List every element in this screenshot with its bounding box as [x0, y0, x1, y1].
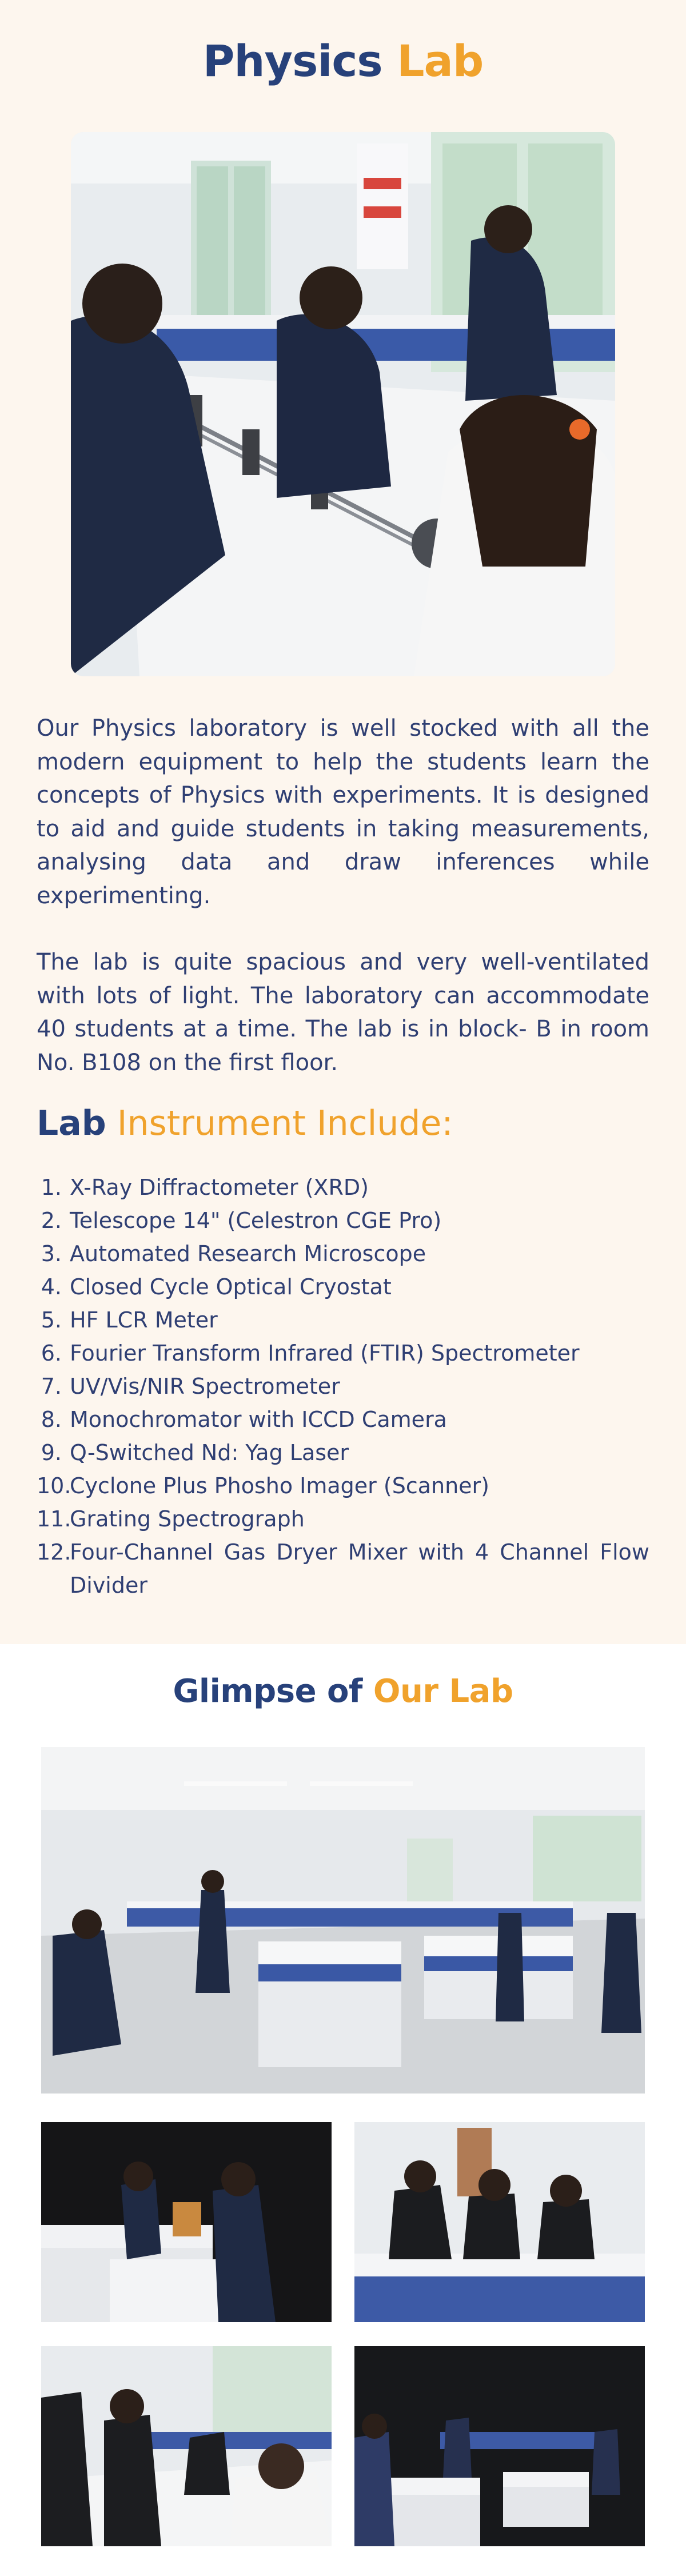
- list-item-text: HF LCR Meter: [70, 1307, 218, 1333]
- list-item-text: Telescope 14" (Celestron CGE Pro): [70, 1208, 442, 1233]
- list-item: [37, 1270, 649, 1303]
- list-item-number: 4.: [41, 1274, 62, 1299]
- list-item-number: 1.: [41, 1175, 62, 1200]
- title-part-lab: Lab: [397, 35, 484, 86]
- title-part-physics: Physics: [202, 35, 382, 86]
- instrument-list: [37, 1171, 649, 1602]
- gallery-heading: [0, 1673, 686, 1710]
- list-item: [37, 1469, 649, 1502]
- gallery-photo-image: [354, 2122, 645, 2322]
- page-title: [0, 0, 686, 86]
- gallery-photo-image: [41, 2346, 332, 2546]
- list-item-text: Closed Cycle Optical Cryostat: [70, 1274, 392, 1299]
- list-item: [37, 1370, 649, 1403]
- list-item-text: Grating Spectrograph: [70, 1506, 305, 1532]
- gallery-photo-image: [354, 2346, 645, 2546]
- gallery-photo-students-group[interactable]: [354, 2122, 645, 2322]
- list-item: [37, 1204, 649, 1237]
- list-item: [37, 1403, 649, 1436]
- list-item-text: Four-Channel Gas Dryer Mixer with 4 Channel Flow Divider: [70, 1540, 649, 1598]
- list-item-number: 2.: [41, 1208, 62, 1233]
- list-item-number: 3.: [41, 1241, 62, 1266]
- list-item: [37, 1303, 649, 1337]
- list-item-number: 12.: [37, 1540, 71, 1565]
- gallery-photo-lab-overview[interactable]: [41, 1747, 645, 2094]
- intro-paragraph-2: The lab is quite spacious and very well-ventilated with lots of light. The laboratory can accommodate 40 students at a time. The lab is in block- B in room No. B108 on the first floor.: [37, 949, 649, 1076]
- list-item-number: 7.: [41, 1374, 62, 1399]
- list-item-text: Automated Research Microscope: [70, 1241, 426, 1266]
- hero-photo-image: [71, 132, 615, 676]
- gallery-heading-part2: Our Lab: [373, 1673, 513, 1710]
- intro-paragraph-1: Our Physics laboratory is well stocked with all the modern equipment to help the students learn the concepts of Physics with experiments. It is designed to aid and guide students in taking measurements, analysing data and draw inferences while experimenting.: [37, 715, 649, 909]
- list-item-number: 8.: [41, 1407, 62, 1432]
- list-item-number: 9.: [41, 1440, 62, 1465]
- list-item-text: UV/Vis/NIR Spectrometer: [70, 1374, 340, 1399]
- list-item: [37, 1536, 649, 1602]
- list-item: [37, 1502, 649, 1536]
- gallery-photo-workbench[interactable]: [41, 2122, 332, 2322]
- list-item-number: 10.: [37, 1473, 71, 1498]
- gallery-photo-image: [41, 2122, 332, 2322]
- list-item-text: Monochromator with ICCD Camera: [70, 1407, 447, 1432]
- list-item-text: Q-Switched Nd: Yag Laser: [70, 1440, 349, 1465]
- gallery-photo-dark-lab[interactable]: [354, 2346, 645, 2546]
- list-item: [37, 1436, 649, 1469]
- instruments-heading: [37, 1103, 453, 1143]
- instruments-heading-lab: Lab: [37, 1103, 106, 1143]
- hero-photo-students-experiment: [71, 132, 615, 676]
- list-item: [37, 1337, 649, 1370]
- list-item-number: 11.: [37, 1506, 71, 1532]
- list-item-number: 6.: [41, 1341, 62, 1366]
- gallery-heading-part1: Glimpse of: [173, 1673, 362, 1710]
- list-item-number: 5.: [41, 1307, 62, 1333]
- gallery-photo-image: [41, 1747, 645, 2094]
- list-item-text: Fourier Transform Infrared (FTIR) Spectrometer: [70, 1341, 580, 1366]
- gallery-photo-optics-bench[interactable]: [41, 2346, 332, 2546]
- instruments-heading-rest: Instrument Include:: [117, 1103, 453, 1143]
- list-item: [37, 1171, 649, 1204]
- list-item: [37, 1237, 649, 1270]
- list-item-text: X-Ray Diffractometer (XRD): [70, 1175, 369, 1200]
- list-item-text: Cyclone Plus Phosho Imager (Scanner): [70, 1473, 489, 1498]
